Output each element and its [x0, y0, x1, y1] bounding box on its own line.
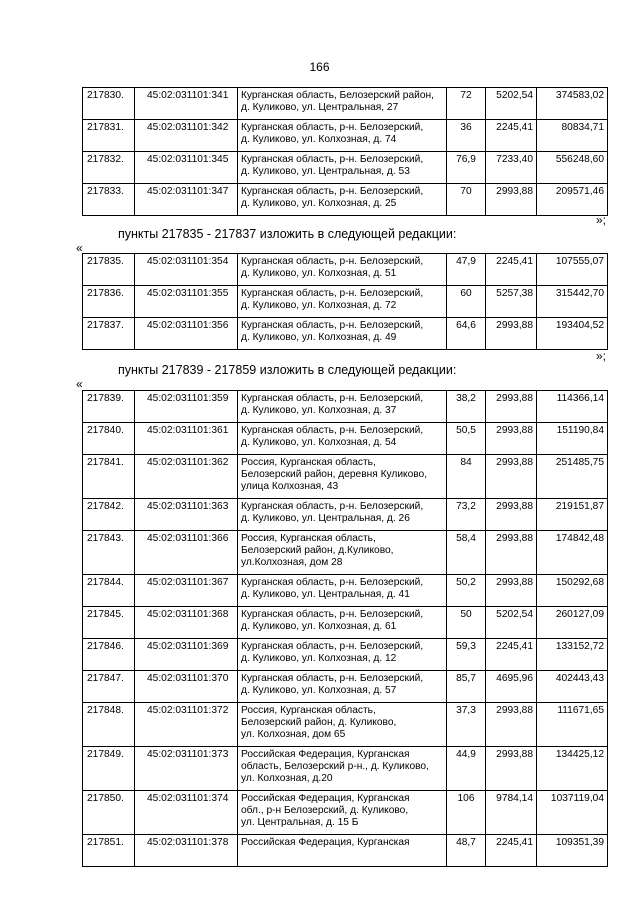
cadastral-value-cell: 107555,07 [537, 254, 608, 286]
cadastral-number-cell: 45:02:031101:363 [135, 499, 238, 531]
cadastral-number-cell: 45:02:031101:366 [135, 531, 238, 575]
address-line: Курганская область, р-н. Белозерский, [241, 122, 424, 133]
address-cell [238, 499, 447, 531]
table-row [83, 318, 608, 350]
specific-value-cell: 5202,54 [486, 607, 537, 639]
address-line: Курганская область, р-н. Белозерский, [241, 393, 424, 404]
item-number-cell: 217847. [83, 671, 135, 703]
item-number-cell: 217837. [83, 318, 135, 350]
cadastral-value-cell: 80834,71 [537, 120, 608, 152]
item-number-cell: 217839. [83, 391, 135, 423]
area-cell: 44,9 [447, 747, 486, 791]
page-number: 166 [309, 60, 330, 74]
cadastral-value-cell: 174842,48 [537, 531, 608, 575]
address-cell [238, 184, 447, 216]
cadastral-number-cell: 45:02:031101:359 [135, 391, 238, 423]
cadastral-value-cell: 260127,09 [537, 607, 608, 639]
address-line: Россия, Курганская область, [241, 705, 376, 716]
address-line: д. Куликово, ул. Центральная, д. 26 [241, 513, 410, 524]
cadastral-value-cell: 402443,43 [537, 671, 608, 703]
address-cell [238, 455, 447, 499]
table-row [83, 88, 608, 120]
closing-quote: »; [595, 349, 606, 363]
specific-value-cell: 2993,88 [486, 747, 537, 791]
specific-value-cell: 2993,88 [486, 499, 537, 531]
cadastral-number-cell: 45:02:031101:372 [135, 703, 238, 747]
address-line: д. Куликово, ул. Колхозная, д. 12 [241, 653, 397, 664]
item-number-cell: 217835. [83, 254, 135, 286]
item-number-cell: 217846. [83, 639, 135, 671]
address-cell [238, 423, 447, 455]
specific-value-cell: 7233,40 [486, 152, 537, 184]
address-line: д. Куликово, ул. Центральная, 27 [241, 102, 399, 113]
cadastral-value-cell: 134425,12 [537, 747, 608, 791]
address-cell [238, 703, 447, 747]
cadastral-value-cell: 209571,46 [537, 184, 608, 216]
address-line: д. Куликово, ул. Колхозная, д. 49 [241, 332, 397, 343]
opening-quote: « [76, 377, 83, 391]
cadastral-value-cell: 1037119,04 [537, 791, 608, 835]
cadastral-number-cell: 45:02:031101:341 [135, 88, 238, 120]
table-row [83, 455, 608, 499]
address-line: Курганская область, р-н. Белозерский, [241, 154, 424, 165]
cadastral-number-cell: 45:02:031101:374 [135, 791, 238, 835]
cadastral-number-cell: 45:02:031101:368 [135, 607, 238, 639]
table-row [83, 184, 608, 216]
cadastral-value-cell: 151190,84 [537, 423, 608, 455]
cadastral-value-cell: 315442,70 [537, 286, 608, 318]
address-line: д. Куликово, ул. Колхозная, д. 51 [241, 268, 397, 279]
area-cell: 72 [447, 88, 486, 120]
area-cell: 84 [447, 455, 486, 499]
specific-value-cell: 2245,41 [486, 254, 537, 286]
item-number-cell: 217840. [83, 423, 135, 455]
address-line: Курганская область, р-н. Белозерский, [241, 577, 424, 588]
area-cell: 38,2 [447, 391, 486, 423]
area-cell: 73,2 [447, 499, 486, 531]
table-row [83, 423, 608, 455]
cadastral-value-cell: 109351,39 [537, 835, 608, 867]
address-cell [238, 152, 447, 184]
cadastral-value-cell: 111671,65 [537, 703, 608, 747]
area-cell: 106 [447, 791, 486, 835]
address-line: Белозерский район, д.Куликово, [241, 545, 394, 556]
cadastral-number-cell: 45:02:031101:369 [135, 639, 238, 671]
address-line: Россия, Курганская область, [241, 533, 376, 544]
address-line: ул. Колхозная, д.20 [241, 773, 333, 784]
cadastral-number-cell: 45:02:031101:355 [135, 286, 238, 318]
cadastral-value-cell: 219151,87 [537, 499, 608, 531]
address-cell [238, 531, 447, 575]
cadastral-number-cell: 45:02:031101:354 [135, 254, 238, 286]
address-line: Курганская область, р-н. Белозерский, [241, 609, 424, 620]
cadastral-value-cell: 114366,14 [537, 391, 608, 423]
cadastral-number-cell: 45:02:031101:347 [135, 184, 238, 216]
amendment-paragraph: пункты 217839 - 217859 изложить в следующей редакции: [118, 363, 457, 377]
registry-table-2 [82, 253, 608, 350]
cadastral-number-cell: 45:02:031101:362 [135, 455, 238, 499]
address-line: д. Куликово, ул. Центральная, д. 53 [241, 166, 410, 177]
address-cell [238, 120, 447, 152]
specific-value-cell: 2993,88 [486, 575, 537, 607]
address-cell [238, 88, 447, 120]
address-line: область, Белозерский р-н., д. Куликово, [241, 761, 429, 772]
table-row [83, 575, 608, 607]
address-cell [238, 671, 447, 703]
table-row [83, 391, 608, 423]
table-row [83, 254, 608, 286]
registry-table-1 [82, 87, 608, 216]
table-row [83, 499, 608, 531]
specific-value-cell: 2993,88 [486, 184, 537, 216]
item-number-cell: 217843. [83, 531, 135, 575]
item-number-cell: 217849. [83, 747, 135, 791]
item-number-cell: 217851. [83, 835, 135, 867]
item-number-cell: 217836. [83, 286, 135, 318]
specific-value-cell: 2245,41 [486, 639, 537, 671]
address-line: Белозерский район, д. Куликово, [241, 717, 397, 728]
table-row [83, 703, 608, 747]
address-line: ул.Колхозная, дом 28 [241, 557, 343, 568]
area-cell: 48,7 [447, 835, 486, 867]
address-cell [238, 639, 447, 671]
address-line: Курганская область, р-н. Белозерский, [241, 501, 424, 512]
registry-table-3 [82, 390, 608, 867]
address-line: д. Куликово, ул. Колхозная, д. 74 [241, 134, 397, 145]
item-number-cell: 217830. [83, 88, 135, 120]
address-cell [238, 254, 447, 286]
cadastral-number-cell: 45:02:031101:345 [135, 152, 238, 184]
specific-value-cell: 9784,14 [486, 791, 537, 835]
address-cell [238, 318, 447, 350]
area-cell: 59,3 [447, 639, 486, 671]
table-row [83, 531, 608, 575]
cadastral-number-cell: 45:02:031101:367 [135, 575, 238, 607]
specific-value-cell: 4695,96 [486, 671, 537, 703]
address-cell [238, 747, 447, 791]
cadastral-value-cell: 251485,75 [537, 455, 608, 499]
cadastral-number-cell: 45:02:031101:378 [135, 835, 238, 867]
area-cell: 70 [447, 184, 486, 216]
area-cell: 37,3 [447, 703, 486, 747]
address-line: улица Колхозная, 43 [241, 481, 339, 492]
address-line: Курганская область, р-н. Белозерский, [241, 641, 424, 652]
area-cell: 47,9 [447, 254, 486, 286]
area-cell: 58,4 [447, 531, 486, 575]
specific-value-cell: 2245,41 [486, 835, 537, 867]
address-line: Курганская область, Белозерский район, [241, 90, 434, 101]
address-line: Курганская область, р-н. Белозерский, [241, 256, 424, 267]
address-line: Российская Федерация, Курганская [241, 749, 410, 760]
address-line: Курганская область, р-н. Белозерский, [241, 425, 424, 436]
address-line: ул. Центральная, д. 15 Б [241, 817, 359, 828]
opening-quote: « [76, 241, 83, 255]
area-cell: 50,2 [447, 575, 486, 607]
address-cell [238, 835, 447, 867]
table-row [83, 120, 608, 152]
item-number-cell: 217845. [83, 607, 135, 639]
item-number-cell: 217831. [83, 120, 135, 152]
address-line: Российская Федерация, Курганская [241, 837, 410, 848]
item-number-cell: 217844. [83, 575, 135, 607]
address-line: д. Куликово, ул. Центральная, д. 41 [241, 589, 410, 600]
cadastral-value-cell: 133152,72 [537, 639, 608, 671]
item-number-cell: 217848. [83, 703, 135, 747]
address-line: д. Куликово, ул. Колхозная, д. 37 [241, 405, 397, 416]
address-line: д. Куликово, ул. Колхозная, д. 61 [241, 621, 397, 632]
cadastral-number-cell: 45:02:031101:370 [135, 671, 238, 703]
address-line: д. Куликово, ул. Колхозная, д. 25 [241, 198, 397, 209]
cadastral-value-cell: 193404,52 [537, 318, 608, 350]
specific-value-cell: 2993,88 [486, 455, 537, 499]
address-line: ул. Колхозная, дом 65 [241, 729, 346, 740]
address-line: д. Куликово, ул. Колхозная, д. 54 [241, 437, 397, 448]
specific-value-cell: 2993,88 [486, 531, 537, 575]
address-line: Курганская область, р-н. Белозерский, [241, 186, 424, 197]
specific-value-cell: 2993,88 [486, 391, 537, 423]
address-line: Белозерский район, деревня Куликово, [241, 469, 428, 480]
item-number-cell: 217842. [83, 499, 135, 531]
item-number-cell: 217832. [83, 152, 135, 184]
area-cell: 60 [447, 286, 486, 318]
table-row [83, 286, 608, 318]
address-cell [238, 607, 447, 639]
item-number-cell: 217841. [83, 455, 135, 499]
table-row [83, 747, 608, 791]
address-line: д. Куликово, ул. Колхозная, д. 57 [241, 685, 397, 696]
item-number-cell: 217850. [83, 791, 135, 835]
table-row [83, 791, 608, 835]
address-line: Курганская область, р-н. Белозерский, [241, 320, 424, 331]
cadastral-number-cell: 45:02:031101:361 [135, 423, 238, 455]
amendment-paragraph: пункты 217835 - 217837 изложить в следующей редакции: [118, 227, 457, 241]
address-line: д. Куликово, ул. Колхозная, д. 72 [241, 300, 397, 311]
area-cell: 64,6 [447, 318, 486, 350]
area-cell: 85,7 [447, 671, 486, 703]
specific-value-cell: 5202,54 [486, 88, 537, 120]
area-cell: 76,9 [447, 152, 486, 184]
area-cell: 50 [447, 607, 486, 639]
address-line: Российская Федерация, Курганская [241, 793, 410, 804]
specific-value-cell: 2993,88 [486, 703, 537, 747]
address-cell [238, 575, 447, 607]
address-cell [238, 391, 447, 423]
table-row [83, 671, 608, 703]
specific-value-cell: 2245,41 [486, 120, 537, 152]
closing-quote: »; [595, 213, 606, 227]
cadastral-number-cell: 45:02:031101:342 [135, 120, 238, 152]
address-line: Россия, Курганская область, [241, 457, 376, 468]
address-line: Курганская область, р-н. Белозерский, [241, 673, 424, 684]
specific-value-cell: 2993,88 [486, 318, 537, 350]
table-row [83, 152, 608, 184]
address-cell [238, 286, 447, 318]
cadastral-value-cell: 556248,60 [537, 152, 608, 184]
address-line: обл., р-н Белозерский, д. Куликово, [241, 805, 409, 816]
address-cell [238, 791, 447, 835]
table-row [83, 607, 608, 639]
cadastral-value-cell: 150292,68 [537, 575, 608, 607]
specific-value-cell: 5257,38 [486, 286, 537, 318]
table-row [83, 639, 608, 671]
area-cell: 36 [447, 120, 486, 152]
item-number-cell: 217833. [83, 184, 135, 216]
address-line: Курганская область, р-н. Белозерский, [241, 288, 424, 299]
cadastral-number-cell: 45:02:031101:356 [135, 318, 238, 350]
area-cell: 50,5 [447, 423, 486, 455]
cadastral-value-cell: 374583,02 [537, 88, 608, 120]
cadastral-number-cell: 45:02:031101:373 [135, 747, 238, 791]
table-row [83, 835, 608, 867]
specific-value-cell: 2993,88 [486, 423, 537, 455]
